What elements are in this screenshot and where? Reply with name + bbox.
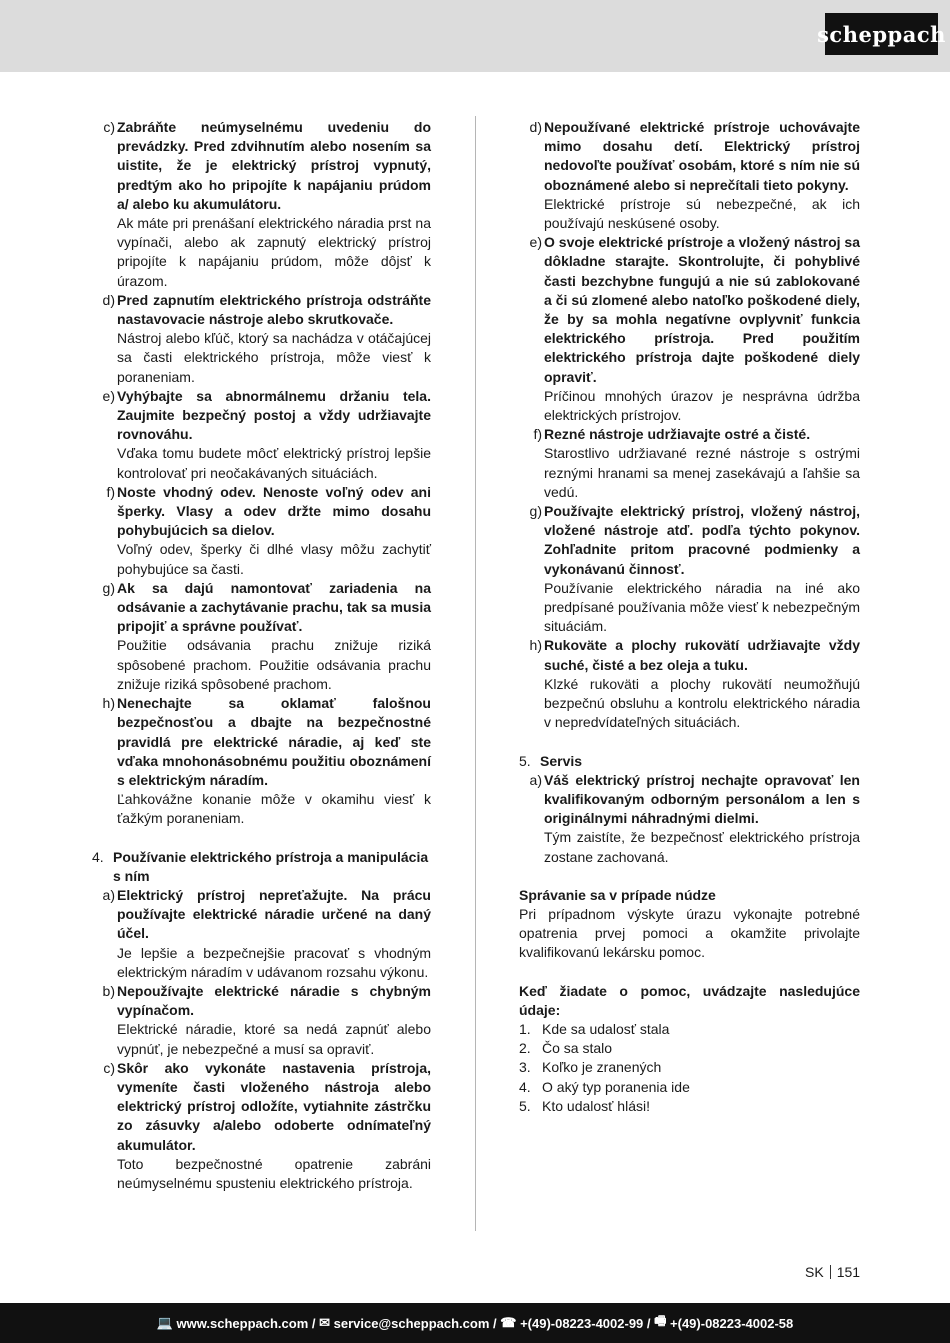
item-heading: O svoje elektrické prístroje a vložený nástroj sa dôkladne starajte. Skontrolujte, či pohyblivé časti bezchybne fungujú a nie sú zablokované a či sú zlomené alebo natoľko poškodené diely, že by sa mohla negatívne ovplyvniť funkcia elektrického prístroja. Pred použitím elektrického prístroja dajte poškodené diely opraviť.: [544, 234, 860, 385]
help-request-title: Keď žiadate o pomoc, uvádzajte nasledujúce údaje:: [519, 982, 860, 1018]
item-letter: a): [529, 771, 542, 788]
item-text: Toto bezpečnostné opatrenie zabráni neúmyselnému spusteniu elektrického prístroja.: [117, 1155, 431, 1191]
item-letter: c): [103, 119, 115, 135]
list-item: [519, 1097, 860, 1116]
item-letter: g): [529, 503, 542, 520]
list-item: [519, 1078, 860, 1097]
list-item: [519, 1020, 860, 1039]
item-body: [117, 886, 431, 982]
safety-item: [92, 579, 431, 694]
item-heading: Nepoužívajte elektrické náradie s chybným vypínačom.: [117, 982, 431, 1019]
web-icon: 💻: [156, 1315, 177, 1330]
item-letter: e): [529, 234, 542, 251]
footer-separator: /: [308, 1315, 320, 1331]
safety-item: [519, 425, 860, 502]
page-number-separator: [830, 1265, 831, 1279]
section-5-heading: 5. Servis: [519, 752, 860, 771]
safety-item: [519, 636, 860, 732]
item-text: Ak máte pri prenášaní elektrického náradia prst na vypínači, alebo ak zapnutý elektrický prístroj pripojíte k napájaniu prúdom, môže dôjsť k úrazom.: [117, 215, 431, 289]
safety-item: [92, 118, 431, 291]
list-item-text: O aký typ poranenia ide: [542, 1078, 690, 1095]
footer-separator: /: [489, 1315, 501, 1331]
item-text: Používanie elektrického náradia na iné ako predpísané používania môže viesť k nebezpečným situáciám.: [544, 579, 860, 635]
header-bar: [0, 0, 950, 72]
item-text: Tým zaistíte, že bezpečnosť elektrického prístroja zostane zachovaná.: [544, 829, 860, 865]
item-body: [117, 579, 431, 694]
emergency-title: Správanie sa v prípade núdze: [519, 886, 716, 903]
list-item-number: 2.: [519, 1040, 531, 1057]
section-4-heading: 4. Používanie elektrického prístroja a manipulácia s ním: [92, 848, 431, 886]
emergency-text: Pri prípadnom výskyte úrazu vykonajte potrebné opatrenia prvej pomoci a okamžite privolajte kvalifikovanú lekársku pomoc.: [519, 905, 860, 961]
item-heading: Nepoužívané elektrické prístroje uchovávajte mimo dosahu detí. Elektrický prístroj nedovoľte používať osobám, ktoré s ním nie sú oboznámené alebo si neprečítali tieto pokyny.: [544, 119, 860, 193]
item-body: [117, 982, 431, 1059]
item-text: Nástroj alebo kľúč, ktorý sa nachádza v otáčajúcej sa časti elektrického prístroja, môže viesť k poraneniam.: [117, 330, 431, 385]
left-column: [92, 118, 431, 1193]
footer-fax: +(49)-08223-4002-58: [670, 1315, 794, 1331]
item-letter: b): [102, 982, 115, 999]
list-item-number: 3.: [519, 1059, 531, 1076]
item-text: Ľahkovážne konanie môže v okamihu viesť k ťažkým poraneniam.: [117, 791, 431, 827]
item-body: [544, 425, 860, 502]
item-letter: f): [106, 483, 115, 500]
item-heading: Rezné nástroje udržiavajte ostré a čisté.: [544, 426, 811, 443]
list-item-number: 5.: [519, 1097, 531, 1114]
item-body: [544, 636, 860, 732]
item-text: Vďaka tomu budete môcť elektrický prístroj lepšie kontrolovať pri neočakávaných situáciách.: [117, 445, 431, 481]
email-icon: ✉: [319, 1315, 334, 1330]
list-item: [519, 1039, 860, 1058]
item-text: Je lepšie a bezpečnejšie pracovať s vhodným elektrickým náradím v udávanom rozsahu výkonu.: [117, 944, 431, 980]
safety-item: [519, 502, 860, 636]
safety-item: [519, 118, 860, 233]
list-item-number: 4.: [519, 1078, 531, 1095]
safety-item: [519, 233, 860, 425]
column-divider: [475, 116, 476, 1231]
right-column: [519, 118, 860, 1116]
item-heading: Pred zapnutím elektrického prístroja odstráňte nastavovacie nástroje alebo skrutkovače.: [117, 291, 431, 328]
item-heading: Elektrický prístroj nepreťažujte. Na prácu používajte elektrické náradie určené na daný účel.: [117, 886, 431, 942]
safety-item: [92, 387, 431, 483]
item-letter: d): [102, 291, 115, 308]
item-body: [544, 502, 860, 636]
safety-item: [92, 694, 431, 828]
safety-item: [92, 982, 431, 1059]
item-letter: a): [102, 886, 115, 903]
safety-item: [92, 886, 431, 982]
item-heading: Rukoväte a plochy rukovätí udržiavajte vždy suché, čisté a bez oleja a tuku.: [544, 637, 860, 673]
list-item-number: 1.: [519, 1020, 531, 1037]
safety-item: [519, 771, 860, 867]
list-item: [519, 1058, 860, 1077]
item-letter: c): [103, 1059, 115, 1076]
item-body: [117, 483, 431, 579]
page-number: [805, 1264, 860, 1280]
page-lang: SK: [805, 1264, 824, 1280]
list-item-text: Kde sa udalosť stala: [542, 1020, 670, 1037]
scheppach-logo: scheppach: [825, 13, 938, 55]
item-letter: f): [533, 426, 542, 443]
item-letter: e): [102, 387, 115, 404]
item-body: [117, 291, 431, 387]
item-text: Použitie odsávania prachu znižuje riziká spôsobené prachom. Použitie odsávania prachu znižuje riziká spôsobené prachom.: [117, 637, 431, 692]
item-body: [117, 118, 431, 291]
phone-icon: ☎: [500, 1315, 521, 1330]
item-heading: Skôr ako vykonáte nastavenia prístroja, vymeníte časti vloženého nástroja alebo elektrický prístroj odložíte, vytiahnite zástrčku zo zásuvky a/alebo odoberte odnímateľný akumulátor.: [117, 1059, 431, 1153]
item-body: [544, 233, 860, 425]
item-heading: Noste vhodný odev. Nenoste voľný odev ani šperky. Vlasy a odev držte mimo dosahu pohybujúcich sa dielov.: [117, 483, 431, 539]
page-num: 151: [836, 1264, 861, 1280]
item-heading: Vyhýbajte sa abnormálnemu držaniu tela. Zaujmite bezpečný postoj a vždy udržiavajte rovnováhu.: [117, 387, 431, 443]
item-heading: Váš elektrický prístroj nechajte opravovať len kvalifikovaným odborným personálom a len s originálnymi náhradnými dielmi.: [544, 771, 860, 827]
item-text: Klzké rukoväti a plochy rukovätí neumožňujú bezpečnú obsluhu a kontrolu elektrického náradia v nepredvídateľných situáciách.: [544, 675, 860, 731]
item-body: [117, 387, 431, 483]
item-body: [544, 771, 860, 867]
item-body: [117, 694, 431, 828]
footer-separator: /: [643, 1315, 655, 1331]
footer-phone: +(49)-08223-4002-99: [520, 1315, 644, 1331]
item-text: Voľný odev, šperky či dlhé vlasy môžu zachytiť pohybujúce sa časti.: [117, 541, 431, 577]
item-body: [544, 118, 860, 233]
item-heading: Zabráňte neúmyselnému uvedeniu do prevádzky. Pred zdvihnutím alebo nosením sa uistite, že je elektrický prístroj vypnutý, predtým ako ho pripojíte k napájaniu prúdom a/ alebo ku akumulátoru.: [117, 119, 431, 212]
safety-item: [92, 1059, 431, 1193]
fax-icon: 🖷: [654, 1313, 671, 1328]
item-text: Starostlivo udržiavané rezné nástroje s ostrými reznými hranami sa menej zasekávajú a ľahšie sa vedú.: [544, 445, 860, 500]
item-letter: h): [529, 637, 542, 654]
item-text: Elektrické prístroje sú nebezpečné, ak ich používajú neskúsené osoby.: [544, 195, 860, 232]
help-list: [519, 1020, 860, 1116]
footer-email[interactable]: service@scheppach.com: [333, 1315, 490, 1331]
footer-web[interactable]: www.scheppach.com: [176, 1315, 309, 1331]
item-text: Príčinou mnohých úrazov je nesprávna údržba elektrických prístrojov.: [544, 387, 860, 424]
safety-item: [92, 483, 431, 579]
item-letter: h): [102, 695, 115, 712]
item-heading: Používajte elektrický prístroj, vložený nástroj, vložené nástroje atď. podľa týchto pokynov. Zohľadnite pritom pracovné podmienky a vykonávanú činnosť.: [544, 503, 860, 577]
list-item-text: Kto udalosť hlási!: [542, 1097, 650, 1114]
item-text: Elektrické náradie, ktoré sa nedá zapnúť alebo vypnúť, je nebezpečné a musí sa opraviť.: [117, 1021, 431, 1057]
item-heading: Nenechajte sa oklamať falošnou bezpečnosťou a dbajte na bezpečnostné pravidlá pre elektrické náradie, aj keď ste vďaka mnohonásobnému použitiu oboznámení s elektrickým náradím.: [117, 695, 431, 788]
item-body: [117, 1059, 431, 1193]
item-letter: g): [102, 579, 115, 596]
item-letter: d): [529, 119, 542, 135]
section-5-title: Servis: [540, 752, 583, 769]
section-4-title: Používanie elektrického prístroja a manipulácia s ním: [113, 848, 429, 884]
item-heading: Ak sa dajú namontovať zariadenia na odsávanie a zachytávanie prachu, tak sa musia pripojiť a správne používať.: [117, 579, 431, 635]
footer-bar: [0, 1303, 950, 1343]
list-item-text: Koľko je zranených: [542, 1059, 662, 1076]
safety-item: [92, 291, 431, 387]
list-item-text: Čo sa stalo: [542, 1040, 613, 1057]
